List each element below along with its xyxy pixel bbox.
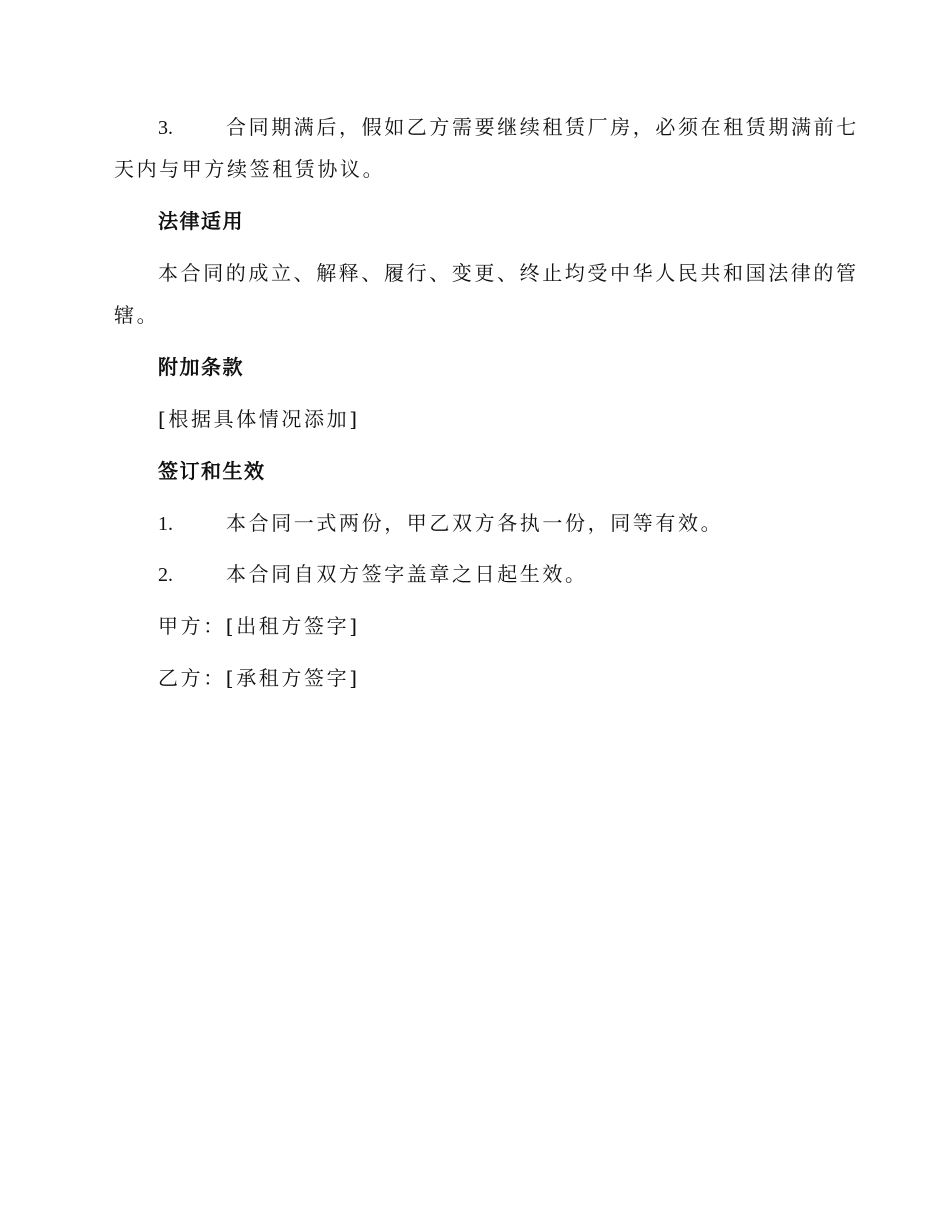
section-heading-law: 法律适用 [158,209,244,233]
clause-text: 本合同一式两份，甲乙双方各执一份，同等有效。 [226,511,724,535]
clause-text: 本合同自双方签字盖章之日起生效。 [226,562,588,586]
party-b-signature-line: 乙方：[承租方签字] [158,666,360,690]
party-a-signature-line: 甲方：[出租方签字] [158,614,360,638]
clause-3-line-2: 天内与甲方续签租赁协议。 [114,157,386,181]
additional-placeholder: [根据具体情况添加] [158,407,360,431]
signing-clause-2 [158,553,588,596]
clause-3-line-1 [158,106,859,149]
signing-clause-1 [158,502,723,545]
clause-text: 合同期满后，假如乙方需要继续租赁厂房，必须在租赁期满前七 [226,115,859,139]
section-heading-additional: 附加条款 [158,355,244,379]
law-paragraph-line-2: 辖。 [114,303,160,327]
law-paragraph-line-1: 本合同的成立、解释、履行、变更、终止均受中华人民共和国法律的管 [158,261,859,285]
clause-number: 1. [158,513,173,535]
section-heading-signing: 签订和生效 [158,459,266,483]
clause-number: 2. [158,564,173,586]
clause-number: 3. [158,117,173,139]
